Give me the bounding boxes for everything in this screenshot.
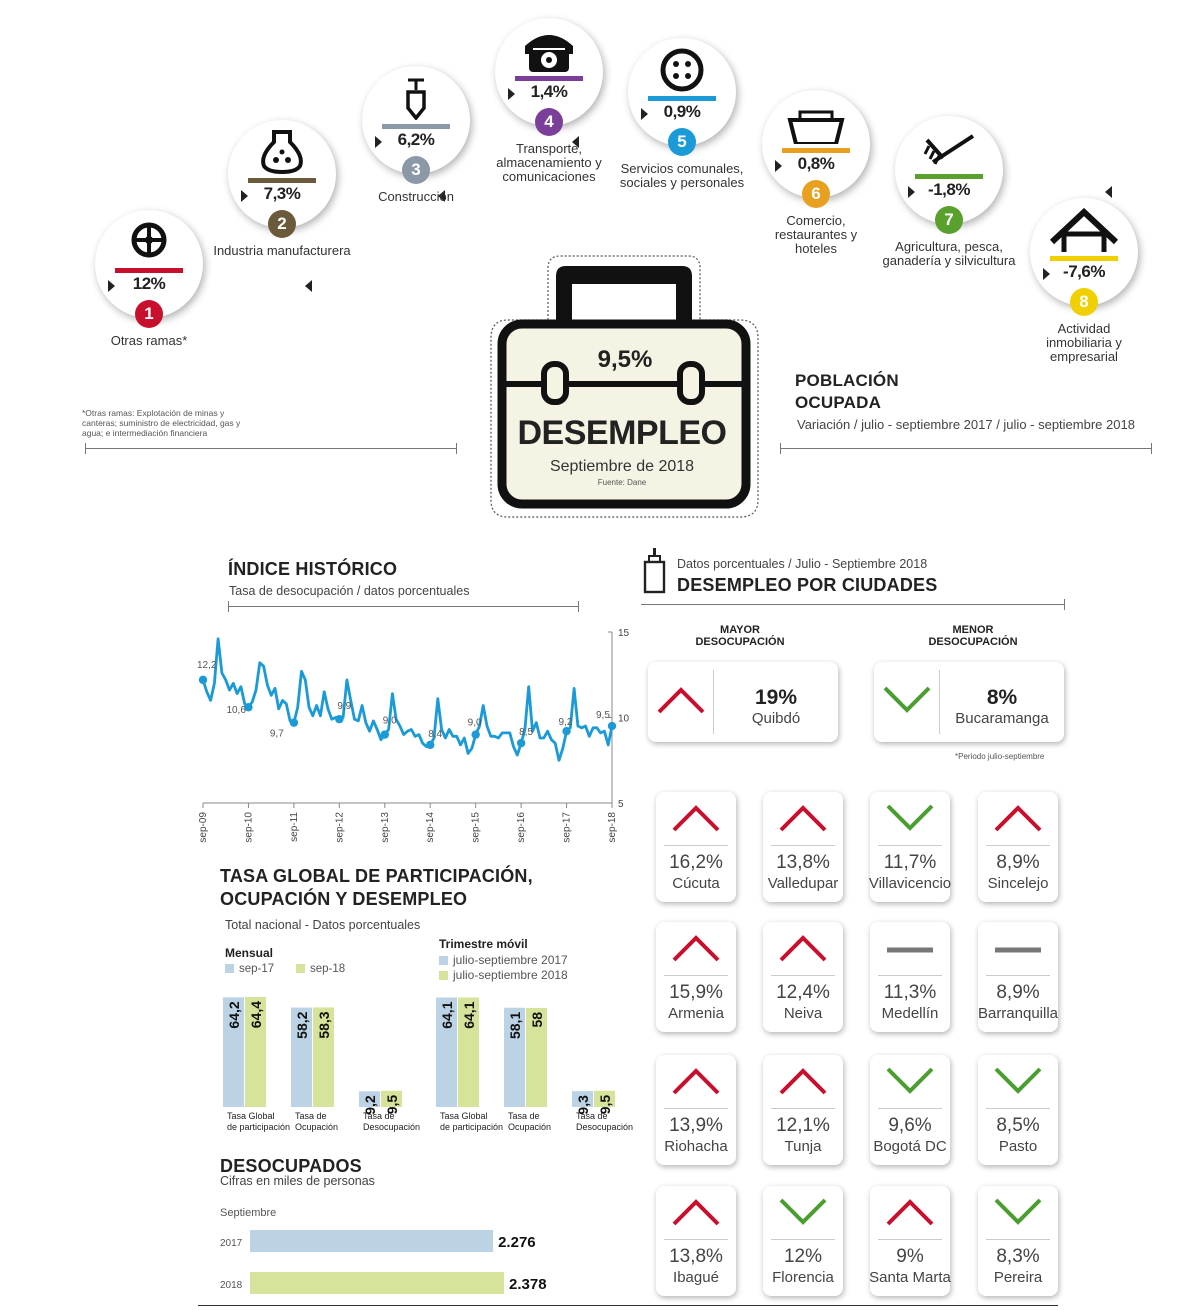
data-label: 12,2 [197, 659, 217, 671]
bar-value-label: 2.276 [498, 1234, 536, 1251]
card-separator [878, 975, 942, 976]
card-separator [771, 845, 835, 846]
poblacion-rule-tick-left [780, 443, 781, 454]
trend-down-icon [778, 1196, 828, 1228]
sector-rank-badge: 1 [135, 300, 163, 328]
city-card [870, 1186, 950, 1296]
category-label: de participación [440, 1122, 504, 1132]
historico-rule-tick-right [578, 601, 579, 612]
poblacion-subtitle: Variación / julio - septiembre 2017 / julio - septiembre 2018 [797, 417, 1135, 432]
city-name: Tunja [784, 1138, 822, 1155]
menor-label-line-1: MENOR [952, 624, 994, 636]
category-label: Tasa de [295, 1111, 327, 1121]
mayor-label [680, 624, 800, 648]
category-label: Tasa Global [227, 1111, 275, 1121]
city-card [978, 792, 1058, 902]
city-card [656, 1186, 736, 1296]
sector-rank-badge: 2 [268, 210, 296, 238]
y-tick-label: 5 [618, 799, 624, 810]
city-value: 8,5% [996, 1115, 1040, 1136]
trend-up-icon [778, 802, 828, 834]
city-name: Santa Marta [869, 1269, 951, 1286]
poblacion-rule [780, 448, 1152, 449]
category-label: de participación [227, 1122, 291, 1132]
bar-value-label: 9,5 [597, 1094, 613, 1115]
data-label: 10,6 [226, 705, 246, 717]
bar-value-label: 9,3 [575, 1095, 591, 1115]
sector-rank-badge: 8 [1070, 288, 1098, 316]
card-separator [878, 1108, 942, 1109]
bar-value-label: 2.378 [509, 1276, 547, 1293]
bar-value-label: 9,2 [362, 1095, 378, 1115]
sector-8 [1030, 198, 1200, 438]
x-tick-label: sep-09 [198, 812, 209, 843]
case-subtitle: Septiembre de 2018 [549, 458, 695, 475]
ciudades-subtitle: Datos porcentuales / Julio - Septiembre 2018 [677, 557, 928, 571]
footnote-rule [85, 448, 457, 449]
city-card [763, 792, 843, 902]
card-separator [664, 845, 728, 846]
trend-up-icon [885, 1196, 935, 1228]
city-name: Cúcuta [672, 875, 720, 892]
trend-flat-icon [993, 932, 1043, 964]
sector-label: Construcción [378, 189, 454, 204]
sector-color-bar [915, 174, 983, 179]
sector-label: Industria manufacturera [213, 243, 351, 258]
telephone-icon [495, 28, 603, 72]
city-value: 8,9% [996, 852, 1040, 873]
button-icon [628, 48, 736, 92]
trimestre-legend-2018-label: julio-septiembre 2018 [453, 968, 568, 982]
sector-color-bar [782, 148, 850, 153]
sector-label: Comercio, restaurantes y hoteles [774, 213, 858, 256]
sector-rank-badge: 6 [802, 180, 830, 208]
city-name: Bogotá DC [873, 1138, 947, 1155]
city-value: 12% [783, 1246, 823, 1267]
card-separator [771, 975, 835, 976]
mensual-legend-2017 [225, 963, 274, 975]
desocupados-period: Septiembre [220, 1207, 277, 1219]
menor-label [913, 624, 1033, 648]
data-label: 9,7 [269, 728, 284, 740]
desocupados-bar-chart [210, 1222, 610, 1302]
flask-icon [228, 130, 336, 174]
city-value: 9,6% [888, 1115, 932, 1136]
sector-label: Otras ramas* [110, 333, 188, 348]
tgp-title-2: OCUPACIÓN Y DESEMPLEO [220, 889, 468, 909]
city-card [978, 1186, 1058, 1296]
legend-swatch-2018 [296, 964, 305, 973]
data-label: 9,5 [596, 710, 610, 722]
triangle-left-icon [1105, 186, 1112, 198]
sector-color-bar [1050, 256, 1118, 261]
city-card [763, 1186, 843, 1296]
data-point [335, 715, 343, 723]
card-separator [986, 845, 1050, 846]
data-label: 8,4 [428, 728, 443, 740]
building-icon [643, 548, 667, 594]
x-tick-label: sep-11 [288, 812, 300, 842]
sector-color-bar [648, 96, 716, 101]
city-value: 16,2% [669, 852, 723, 873]
sector-pct: 0,9% [663, 102, 701, 121]
data-point [426, 741, 434, 749]
sector-color-bar [515, 76, 583, 81]
city-value: 13,9% [669, 1115, 723, 1136]
footnote: *Otras ramas: Explotación de minas y canteras; suministro de electricidad, gas y agua; e intermediación financiera [82, 408, 241, 438]
poblacion-title-2: OCUPADA [795, 393, 882, 412]
card-separator [664, 1108, 728, 1109]
ciudades-title: DESEMPLEO POR CIUDADES [677, 575, 938, 595]
city-card [870, 1055, 950, 1165]
data-label: 9,2 [558, 717, 573, 729]
bar-value-label: 58,2 [294, 1011, 310, 1039]
trend-up-icon [671, 1196, 721, 1228]
trend-flat-icon [885, 932, 935, 964]
data-label: 9,0 [382, 715, 397, 727]
mensual-title: Mensual [225, 946, 274, 960]
city-value: 13,8% [669, 1246, 723, 1267]
mensual-legend-2018-label: sep-18 [310, 963, 346, 975]
data-label: 8,5 [519, 727, 534, 739]
sector-rank-badge: 5 [668, 128, 696, 156]
menor-city: Bucaramanga [955, 710, 1049, 727]
bar-value-label: 58,1 [507, 1011, 523, 1040]
x-tick-label: sep-14 [425, 812, 437, 843]
city-name: Valledupar [767, 875, 839, 892]
plumb-bob-icon [362, 76, 470, 120]
data-point [608, 722, 616, 730]
city-value: 15,9% [669, 982, 723, 1003]
sector-label: Servicios comunales, sociales y personales [619, 161, 745, 190]
footnote-rule-tick-right [456, 443, 457, 454]
city-card [763, 922, 843, 1032]
case-value: 9,5% [597, 346, 653, 373]
mayor-card [648, 662, 838, 742]
periodo-note: *Periodo julio-septiembre [955, 752, 1045, 761]
bottom-rule [198, 1305, 1058, 1306]
city-value: 8,3% [996, 1246, 1040, 1267]
historico-rule [228, 606, 579, 607]
data-point [471, 730, 479, 738]
city-name: Riohacha [664, 1138, 728, 1155]
city-card [870, 792, 950, 902]
x-tick-label: sep-10 [243, 812, 255, 843]
historico-rule-tick-left [228, 601, 229, 612]
city-name: Barranquilla [977, 1005, 1059, 1022]
trend-down-icon [993, 1196, 1043, 1228]
sector-rank-badge: 3 [402, 156, 430, 184]
mensual-legend-2018 [296, 963, 345, 975]
trend-up-icon [671, 932, 721, 964]
city-name: Neiva [783, 1005, 823, 1022]
city-card [656, 1055, 736, 1165]
trimestre-title: Trimestre móvil [439, 937, 528, 951]
trimestre-bar-chart [433, 985, 633, 1135]
card-separator [986, 1239, 1050, 1240]
category-label: Tasa Global [440, 1111, 488, 1121]
trend-down-icon [885, 1065, 935, 1097]
footnote-rule-tick-left [85, 443, 86, 454]
bar-value-label: 64,1 [461, 1001, 477, 1029]
desocupados-title: DESOCUPADOS [220, 1156, 362, 1176]
city-name: Villavicencio [868, 875, 952, 892]
x-tick-label: sep-17 [561, 812, 573, 843]
bar-value-label: 64,4 [248, 1001, 264, 1029]
legend-swatch-2017 [225, 964, 234, 973]
sector-pct: 12% [132, 274, 166, 293]
city-name: Florencia [772, 1269, 834, 1286]
sector-pct: 0,8% [797, 154, 835, 173]
unemployment-series-line [203, 639, 612, 761]
x-tick-label: sep-15 [470, 812, 482, 843]
city-value: 11,3% [883, 982, 937, 1003]
sector-label: Agricultura, pesca, ganadería y silvicultura [882, 239, 1016, 268]
city-value: 13,8% [776, 852, 830, 873]
x-tick-label: sep-12 [334, 812, 346, 843]
year-label: 2017 [220, 1238, 243, 1249]
city-name: Pereira [993, 1269, 1043, 1286]
category-label: Tasa de [576, 1111, 608, 1121]
sector-label: Transporte, almacenamiento y comunicaciones [496, 141, 602, 184]
city-card [978, 1055, 1058, 1165]
city-value: 12,4% [776, 982, 830, 1003]
y-tick-label: 10 [618, 713, 630, 725]
trend-up-icon [656, 684, 706, 716]
sector-color-bar [248, 178, 316, 183]
mensual-legend-2017-label: sep-17 [239, 963, 275, 975]
poblacion-rule-tick-right [1151, 443, 1152, 454]
city-value: 9% [896, 1246, 924, 1267]
card-separator [771, 1239, 835, 1240]
bar-value-label: 58,3 [316, 1011, 332, 1039]
legend-swatch-2018 [439, 971, 448, 980]
card-separator [986, 975, 1050, 976]
trend-down-icon [882, 684, 932, 716]
city-card [978, 922, 1058, 1032]
sector-rank-badge: 7 [935, 206, 963, 234]
card-separator [878, 845, 942, 846]
sector-label: Actividad inmobiliaria y empresarial [1046, 321, 1122, 364]
bar [250, 1230, 493, 1252]
data-point [199, 676, 207, 684]
menor-label-line-2: DESOCUPACIÓN [928, 636, 1018, 648]
sector-pct: 1,4% [530, 82, 568, 101]
category-label: Ocupación [508, 1122, 552, 1132]
mayor-label-line-2: DESOCUPACIÓN [695, 636, 785, 648]
trimestre-legend-2017 [439, 953, 568, 967]
bar [250, 1272, 504, 1294]
sector-pct: -1,8% [928, 180, 970, 199]
category-label: Desocupación [363, 1122, 420, 1132]
historico-title: ÍNDICE HISTÓRICO [228, 559, 398, 579]
menor-value: 8% [986, 686, 1018, 709]
city-value: 8,9% [996, 982, 1040, 1003]
bar-value-label: 64,2 [226, 1001, 242, 1029]
data-point [290, 718, 298, 726]
briefcase-latch-right [680, 364, 702, 402]
ciudades-rule-tick-right [1064, 599, 1065, 610]
historico-subtitle: Tasa de desocupación / datos porcentuales [229, 584, 470, 598]
card-separator [771, 1108, 835, 1109]
case-source: Fuente: Dane [597, 478, 647, 487]
trend-down-icon [885, 802, 935, 834]
card-separator [664, 1239, 728, 1240]
category-label: Tasa de [508, 1111, 540, 1121]
menor-card [874, 662, 1064, 742]
x-tick-label: sep-13 [379, 812, 391, 843]
bar-value-label: 9,5 [384, 1094, 400, 1115]
x-tick-label: sep-18 [607, 812, 618, 843]
city-name: Ibagué [673, 1269, 719, 1286]
mayor-label-line-1: MAYOR [720, 624, 760, 636]
trend-up-icon [778, 1065, 828, 1097]
data-label: 9,9 [337, 701, 352, 713]
trimestre-legend-2017-label: julio-septiembre 2017 [453, 953, 568, 967]
trend-down-icon [993, 1065, 1043, 1097]
trend-up-icon [671, 1065, 721, 1097]
ciudades-rule [641, 604, 1065, 605]
city-card [763, 1055, 843, 1165]
trimestre-legend-2018 [439, 968, 568, 982]
city-name: Armenia [668, 1005, 724, 1022]
house-icon [1030, 208, 1138, 252]
sector-pct: -7,6% [1063, 262, 1105, 281]
trend-up-icon [993, 802, 1043, 834]
sector-color-bar [382, 124, 450, 129]
city-value: 11,7% [883, 852, 937, 873]
data-point [517, 739, 525, 747]
city-name: Pasto [998, 1138, 1038, 1155]
basket-icon [762, 100, 870, 144]
trend-up-icon [671, 802, 721, 834]
city-card [656, 922, 736, 1032]
sector-color-bar [115, 268, 183, 273]
category-label: Ocupación [295, 1122, 339, 1132]
legend-swatch-2017 [439, 956, 448, 965]
data-point [562, 727, 570, 735]
trend-up-icon [778, 932, 828, 964]
bar-value-label: 64,1 [439, 1001, 455, 1029]
category-label: Tasa de [363, 1111, 395, 1121]
poblacion-title-1: POBLACIÓN [795, 371, 899, 390]
card-separator [664, 975, 728, 976]
wheel-icon [95, 220, 203, 264]
city-card [656, 792, 736, 902]
mayor-city: Quibdó [751, 710, 801, 727]
rake-icon [895, 126, 1003, 170]
data-point [381, 730, 389, 738]
city-card [870, 922, 950, 1032]
bar-value-label: 58 [529, 1011, 545, 1028]
sector-rank-badge: 4 [535, 108, 563, 136]
sector-pct: 7,3% [263, 184, 301, 203]
year-label: 2018 [220, 1280, 243, 1291]
briefcase-latch-left [544, 364, 566, 402]
city-name: Sincelejo [987, 875, 1049, 892]
card-separator [878, 1239, 942, 1240]
card-separator [986, 1108, 1050, 1109]
city-name: Medellín [881, 1005, 939, 1022]
tgp-subtitle: Total nacional - Datos porcentuales [225, 918, 421, 932]
mensual-bar-chart [220, 985, 420, 1135]
desocupados-subtitle: Cifras en miles de personas [220, 1174, 375, 1188]
sector-pct: 6,2% [397, 130, 435, 149]
x-tick-label: sep-16 [516, 812, 528, 843]
tgp-title-1: TASA GLOBAL DE PARTICIPACIÓN, [220, 866, 533, 886]
case-title: DESEMPLEO [517, 414, 727, 452]
y-tick-label: 15 [618, 628, 630, 639]
mayor-value: 19% [754, 686, 798, 709]
category-label: Desocupación [576, 1122, 633, 1132]
data-label: 9,0 [467, 717, 482, 729]
city-value: 12,1% [776, 1115, 830, 1136]
historic-line-chart [180, 620, 640, 860]
